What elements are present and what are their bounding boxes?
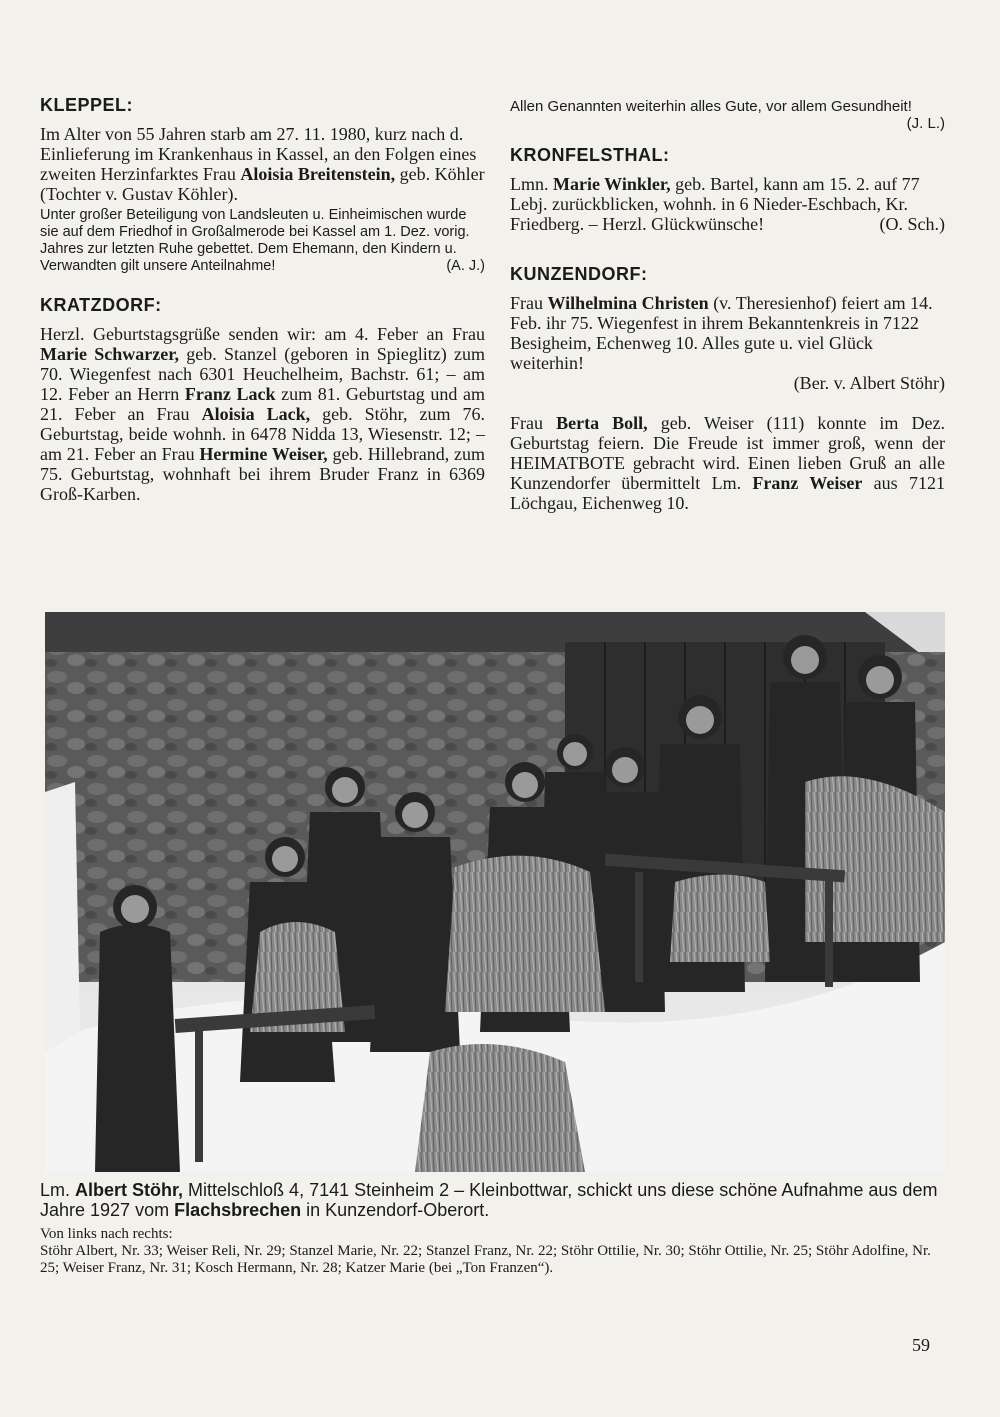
historic-photo-flax-breaking (45, 612, 945, 1172)
intro-wishes (510, 98, 945, 132)
kratzdorf-name-4: Hermine Weiser, (199, 444, 328, 464)
photo-caption (40, 1180, 945, 1277)
kratzdorf-text-4: geb. Stöhr, zum 76. Geburtstag, beide wohnh. in 6478 Nidda 13, Wiesenstr. 12; – am 21. Feber an Frau (40, 404, 486, 464)
section-heading-kronfelsthal: KRONFELSTHAL: (510, 145, 670, 165)
intro-signature: (J. L.) (906, 115, 945, 132)
kleppel-text-2: geb. Köhler (Tochter v. Gustav Köhler). (40, 164, 485, 204)
right-column (510, 98, 945, 513)
kratzdorf-text-1: Herzl. Geburtstagsgrüße senden wir: am 4. Feber an Frau (40, 324, 485, 344)
kleppel-funeral-text: Unter großer Beteiligung von Landsleuten u. Einheimischen wurde sie auf dem Friedhof in Großalmerode bei Kassel am 1. Dez. vorig. Jahres zur letzten Ruhe gebettet. Dem Ehemann, den Kindern u. Verwandten gilt unsere Anteilnahme! (40, 207, 470, 274)
kunzendorf-text-5: aus 7121 Löchgau, Eichenweg 10. (510, 473, 945, 513)
kunzendorf-name-2: Berta Boll, (556, 413, 648, 433)
caption-text-1: Lm. (40, 1180, 76, 1200)
kronfelsthal-text-1: Lmn. (510, 174, 553, 194)
caption-text-2: Mittelschloß 4, 7141 Steinheim 2 – Kleinbottwar, schickt uns diese schöne Aufnahme aus dem Jahre 1927 vom (40, 1180, 938, 1220)
kratzdorf-text-3: zum 81. Geburtstag und am 21. Feber an Frau (40, 384, 485, 424)
kratzdorf-text-2: geb. Stanzel (geboren in Spieglitz) zum 70. Wiegenfest nach 6301 Heuchelheim, Bachstr. 61; – am 12. Feber an Herrn (40, 344, 485, 404)
kunzendorf-name-3: Franz Weiser (752, 473, 863, 493)
photo-snow-left (45, 782, 80, 1052)
kunzendorf-text-1: Frau (510, 293, 548, 313)
caption-people-list: Stöhr Albert, Nr. 33; Weiser Reli, Nr. 29; Stanzel Marie, Nr. 22; Stanzel Franz, Nr. 22; Stöhr Ottilie, Nr. 30; Stöhr Ottilie, Nr. 25; Stöhr Adolfine, Nr. 25; Weiser Franz, Nr. 31; Kosch Hermann, Nr. 28; Katzer Marie (bei „Ton Franzen“). (40, 1243, 931, 1276)
kronfelsthal-text (510, 174, 945, 234)
kleppel-text-1: Im Alter von 55 Jahren starb am 27. 11. 1980, kurz nach d. Einlieferung im Krankenhaus in Kassel, an den Folgen eines zweiten Herzinfarktes Frau (40, 124, 477, 184)
kunzendorf-text-3: Frau (510, 413, 557, 433)
kleppel-funeral (40, 207, 485, 275)
kratzdorf-name-2: Franz Lack (184, 384, 276, 404)
caption-keyword: Flachsbrechen (174, 1200, 302, 1220)
section-heading-kleppel: KLEPPEL: (40, 95, 134, 115)
photo-illustration (45, 612, 945, 1172)
caption-main (40, 1180, 945, 1220)
section-heading-kunzendorf: KUNZENDORF: (510, 264, 648, 284)
caption-list-intro: Von links nach rechts: (40, 1226, 173, 1242)
kronfelsthal-text-2: geb. Bartel, kann am 15. 2. auf 77 Lebj. zurückblicken, wohnh. in 6 Nieder-Eschbach, Kr. Friedberg. – Herzl. Glückwünsche! (510, 174, 920, 234)
kratzdorf-name-3: Aloisia Lack, (201, 404, 311, 424)
caption-text-3: in Kunzendorf-Oberort. (301, 1200, 490, 1220)
page-number: 59 (912, 1335, 930, 1355)
kratzdorf-name-1: Marie Schwarzer, (40, 344, 180, 364)
section-heading-kratzdorf: KRATZDORF: (40, 295, 162, 315)
kunzendorf-name-1: Wilhelmina Christen (547, 293, 709, 313)
kunzendorf-text-a (510, 293, 945, 373)
kronfelsthal-name: Marie Winkler, (553, 174, 671, 194)
kronfelsthal-signature: (O. Sch.) (879, 214, 945, 234)
intro-text: Allen Genannten weiterhin alles Gute, vor allem Gesundheit! (510, 98, 912, 115)
kunzendorf-signature: (Ber. v. Albert Stöhr) (793, 373, 945, 393)
kunzendorf-text-2: (v. Theresienhof) feiert am 14. Feb. ihr 75. Wiegenfest in ihrem Bekanntenkreis in 7122 Besigheim, Echenweg 10. Alles gute u. viel Glück weiterhin! (510, 293, 933, 373)
kleppel-name: Aloisia Breitenstein, (240, 164, 396, 184)
caption-name: Albert Stöhr, (75, 1180, 184, 1200)
left-column (40, 95, 485, 504)
kratzdorf-text-5: geb. Hillebrand, zum 75. Geburtstag, wohnhaft bei ihrem Bruder Franz in 6369 Groß-Karben. (40, 444, 485, 504)
kratzdorf-birthdays (40, 324, 485, 504)
kleppel-signature: (A. J.) (446, 258, 485, 274)
kunzendorf-text-b (510, 413, 945, 513)
kunzendorf-text-4: geb. Weiser (111) konnte im Dez. Geburtstag feiern. Die Freude ist immer groß, wenn der HEIMATBOTE gebracht wird. Einen lieben Gruß an alle Kunzendorfer übermittelt Lm. (510, 413, 945, 493)
kleppel-obituary (40, 124, 485, 204)
